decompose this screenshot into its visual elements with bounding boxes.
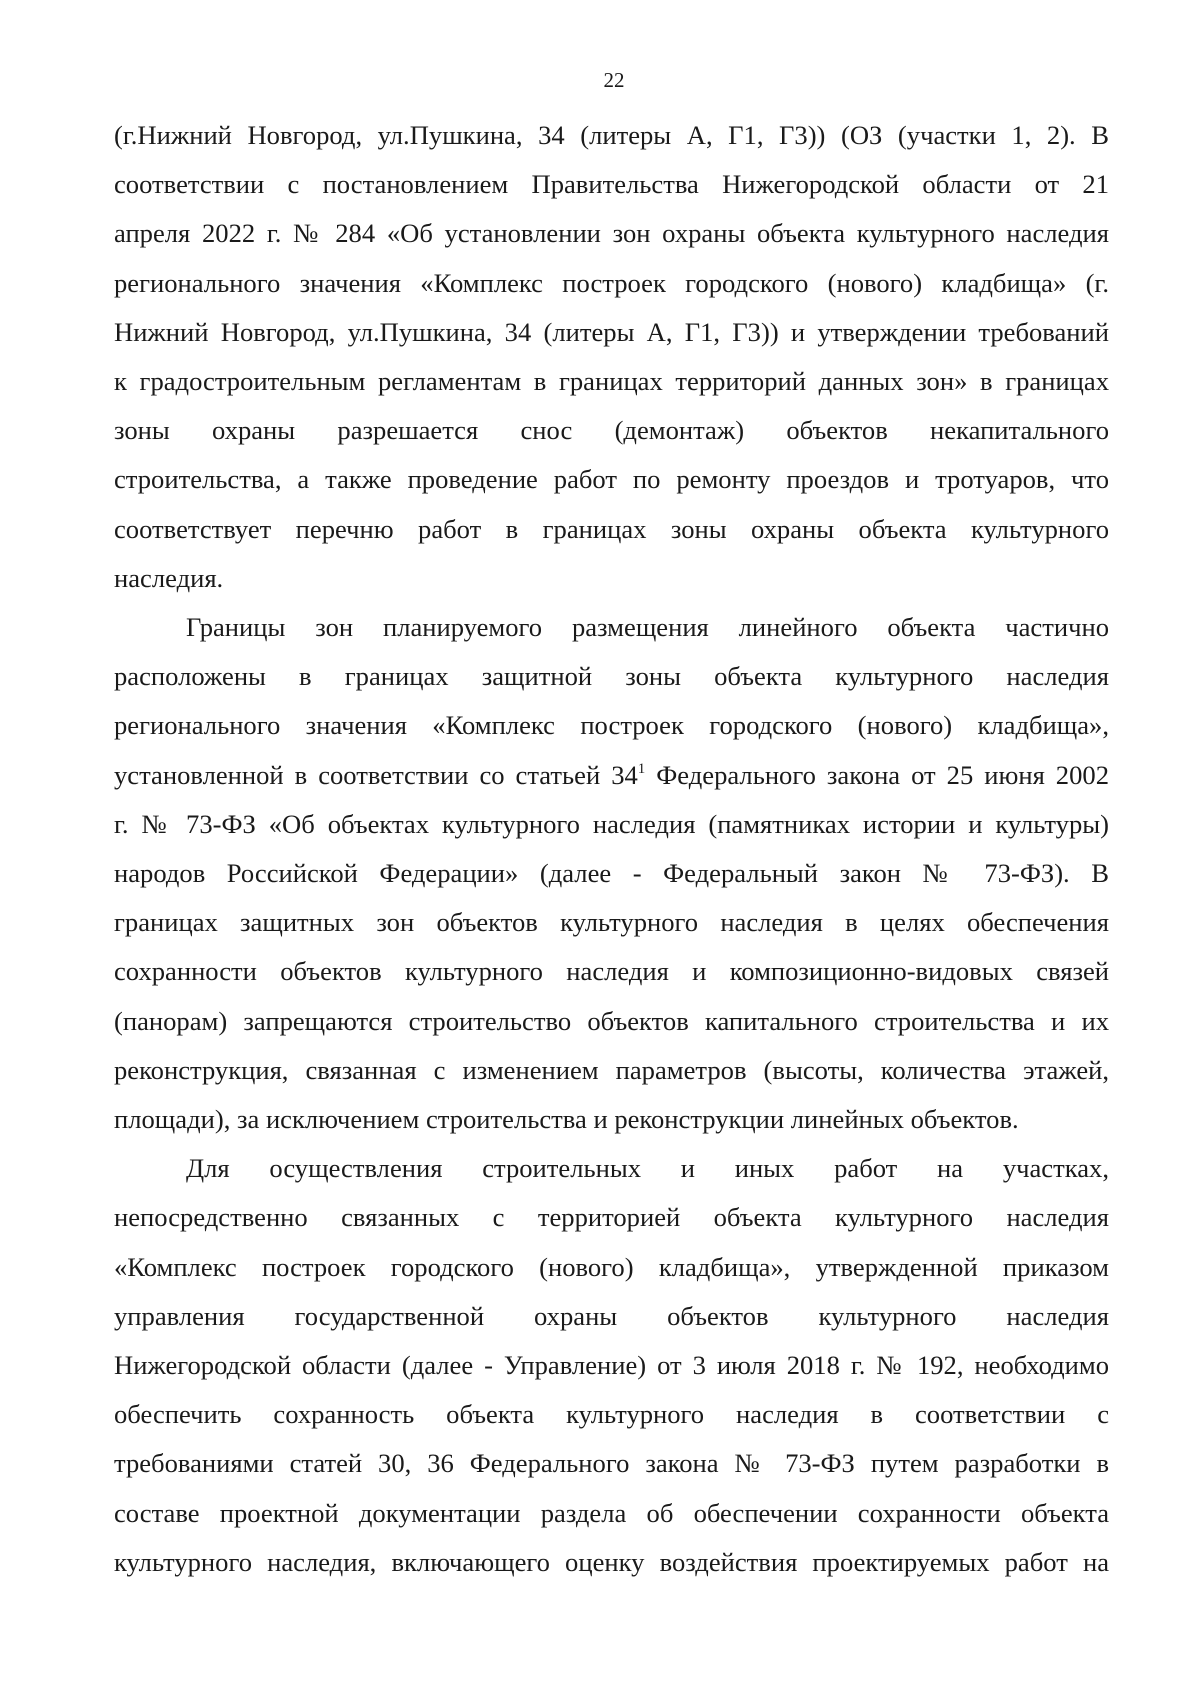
paragraph-1 xyxy=(114,111,1109,603)
text-line: управления государственной охраны объектов культурного наследия xyxy=(114,1300,1109,1331)
text-line: «Комплекс построек городского (нового) кладбища», утвержденной приказом xyxy=(114,1251,1109,1282)
text-line: культурного наследия, включающего оценку воздействия проектируемых работ на xyxy=(114,1546,1109,1577)
text-line: г. № 73-ФЗ «Об объектах культурного наследия (памятниках истории и культуры) xyxy=(114,808,1109,839)
text-line: наследия. xyxy=(114,562,224,593)
paragraph-2 xyxy=(114,603,1109,1144)
text-line: границах защитных зон объектов культурного наследия в целях обеспечения xyxy=(114,907,1109,938)
text-line: составе проектной документации раздела об обеспечении сохранности объекта xyxy=(114,1497,1109,1528)
text-line: Нижегородской области (далее - Управление) от 3 июля 2018 г. № 192, необходимо xyxy=(114,1350,1109,1381)
text-line: соответствует перечню работ в границах зоны охраны объекта культурного xyxy=(114,513,1109,544)
text-line: к градостроительным регламентам в границах территорий данных зон» в границах xyxy=(114,366,1109,397)
text-line: непосредственно связанных с территорией объекта культурного наследия xyxy=(114,1202,1109,1233)
text-line: Границы зон планируемого размещения линейного объекта частично xyxy=(186,612,1109,643)
text-line: сохранности объектов культурного наследия и композиционно-видовых связей xyxy=(114,956,1109,987)
text-line: строительства, а также проведение работ по ремонту проездов и тротуаров, что xyxy=(114,464,1109,495)
text-line: (панорам) запрещаются строительство объектов капитального строительства и их xyxy=(114,1005,1109,1036)
text-line: регионального значения «Комплекс построек городского (нового) кладбища» (г. xyxy=(114,267,1109,298)
text-line: реконструкция, связанная с изменением параметров (высоты, количества этажей, xyxy=(114,1054,1109,1085)
text-line: Нижний Новгород, ул.Пушкина, 34 (литеры А, Г1, Г3)) и утверждении требований xyxy=(114,316,1109,347)
text-segment: установленной в соответствии со статьей 34 xyxy=(114,759,638,790)
superscript-1: 1 xyxy=(637,760,646,777)
text-line: народов Российской Федерации» (далее - Федеральный закон № 73-ФЗ). В xyxy=(114,858,1109,889)
document-body xyxy=(114,111,1109,1587)
text-line: (г.Нижний Новгород, ул.Пушкина, 34 (литеры А, Г1, Г3)) (ОЗ (участки 1, 2). В xyxy=(114,120,1109,150)
paragraph-3 xyxy=(114,1144,1109,1587)
page-number: 22 xyxy=(603,68,625,92)
text-line: обеспечить сохранность объекта культурного наследия в соответствии с xyxy=(114,1399,1109,1430)
text-line: зоны охраны разрешается снос (демонтаж) объектов некапитального xyxy=(114,415,1109,446)
text-line: расположены в границах защитной зоны объекта культурного наследия xyxy=(114,661,1109,692)
text-line: Для осуществления строительных и иных работ на участках, xyxy=(186,1153,1109,1184)
text-line-with-footnote xyxy=(114,751,1109,800)
text-line: требованиями статей 30, 36 Федерального закона № 73-ФЗ путем разработки в xyxy=(114,1448,1109,1479)
text-segment: Федерального закона от 25 июня 2002 xyxy=(645,759,1109,790)
text-line: соответствии с постановлением Правительства Нижегородской области от 21 xyxy=(114,169,1109,200)
text-line: площади), за исключением строительства и реконструкции линейных объектов. xyxy=(114,1104,1019,1135)
text-line: регионального значения «Комплекс построек городского (нового) кладбища», xyxy=(114,710,1109,741)
text-line: апреля 2022 г. № 284 «Об установлении зон охраны объекта культурного наследия xyxy=(114,218,1109,249)
